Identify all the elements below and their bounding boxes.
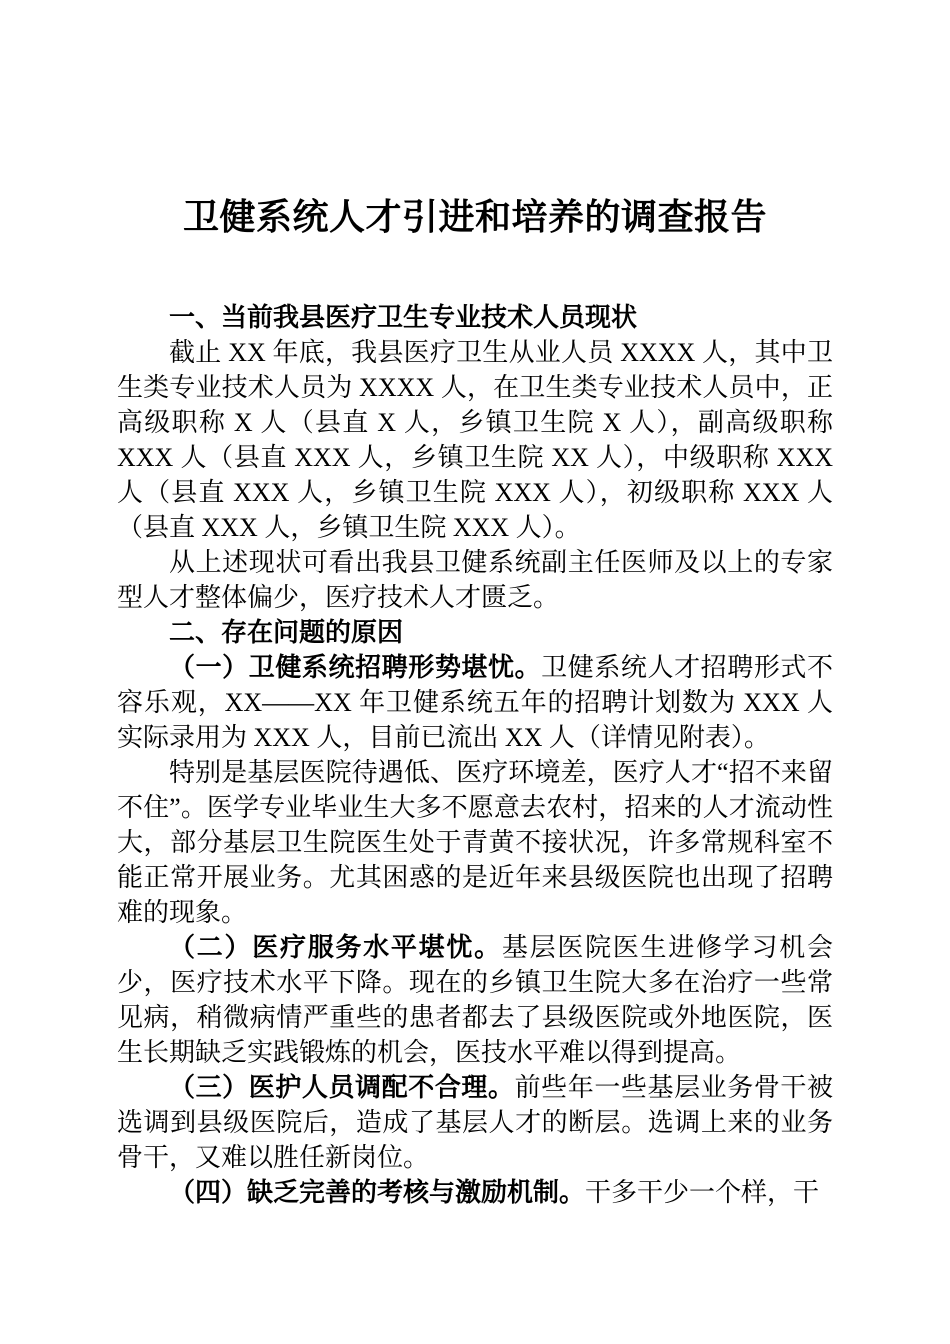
paragraph-text-item-1: 卫健系统人才招聘形式不容乐观，XX——XX 年卫健系统五年的招聘计划数为 XXX 人实际录用为 XXX 人，目前已流出 XX 人（详情见附表）。 [117, 653, 833, 752]
paragraph-text-item-4: 干多干少一个样，干 [585, 1178, 820, 1207]
paragraph-lead-item-4: （四）缺乏完善的考核与激励机制。 [169, 1178, 586, 1207]
paragraph-item-3-staff-allocation [117, 1070, 833, 1175]
paragraph-lead-item-3: （三）医护人员调配不合理。 [169, 1073, 515, 1102]
paragraph-lead-item-2: （二）医疗服务水平堪忧。 [169, 933, 502, 962]
section-heading-current-status: 一、当前我县医疗卫生专业技术人员现状 [169, 302, 638, 332]
paragraph-item-2-service-level [117, 930, 833, 1070]
document-title: 卫健系统人才引进和培养的调查报告 [182, 197, 767, 237]
paragraph-personnel-statistics: 截止 XX 年底，我县医疗卫生从业人员 XXXX 人，其中卫生类专业技术人员为 XXXX 人，在卫生类专业技术人员中，正高级职称 X 人（县直 X 人，乡镇卫生院 X 人），副高级职称 XXX 人（县直 XXX 人，乡镇卫生院 XX 人），中级职称 XXX 人（县直 XXX 人，乡镇卫生院 XXX 人），初级职称 XXX 人（县直 XXX 人，乡镇卫生院 XXX 人）。 [117, 338, 833, 542]
paragraph-status-summary: 从上述现状可看出我县卫健系统副主任医师及以上的专家型人才整体偏少，医疗技术人才匮乏。 [117, 548, 833, 612]
document-body [117, 300, 833, 1210]
section-heading-problem-causes: 二、存在问题的原因 [169, 617, 404, 647]
paragraph-item-4-incentive-mechanism [117, 1175, 833, 1210]
paragraph-item-1-detail: 特别是基层医院待遇低、医疗环境差，医疗人才“招不来留不住”。医学专业毕业生大多不愿意去农村，招来的人才流动性大，部分基层卫生院医生处于青黄不接状况，许多常规科室不能正常开展业务。尤其困惑的是近年来县级医院也出现了招聘难的现象。 [117, 758, 833, 927]
paragraph-text-item-3: 前些年一些基层业务骨干被选调到县级医院后，造成了基层人才的断层。选调上来的业务骨干，又难以胜任新岗位。 [117, 1073, 833, 1172]
paragraph-item-1-recruitment [117, 650, 833, 755]
paragraph-lead-item-1: （一）卫健系统招聘形势堪忧。 [169, 653, 542, 682]
paragraph-text-item-2: 基层医院医生进修学习机会少，医疗技术水平下降。现在的乡镇卫生院大多在治疗一些常见病，稍微病情严重些的患者都去了县级医院或外地医院，医生长期缺乏实践锻炼的机会，医技水平难以得到提高。 [117, 933, 833, 1067]
